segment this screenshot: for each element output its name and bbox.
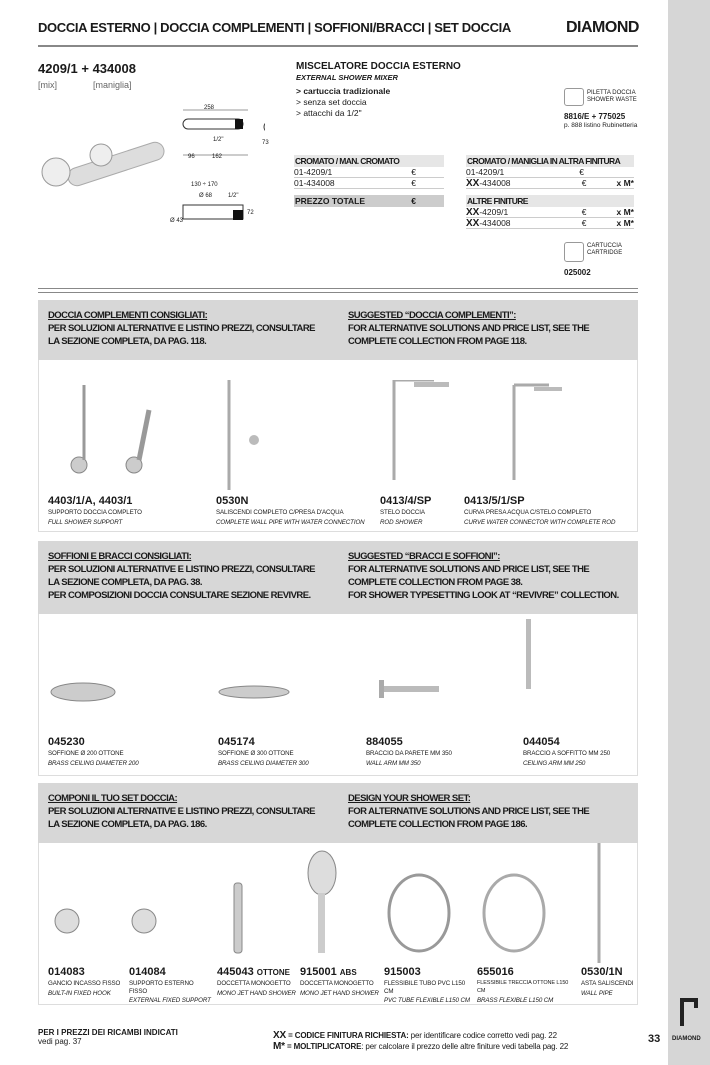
product-item[interactable] <box>218 736 358 767</box>
divider <box>38 292 638 293</box>
item-code: 014083 <box>48 966 85 978</box>
divider <box>38 288 638 289</box>
total-row <box>294 195 444 207</box>
item-code: 0530/1N <box>581 966 623 978</box>
code: -4209/1 <box>479 206 509 217</box>
table-header: ALTRE FINITURE <box>466 195 634 207</box>
faucet-logo-icon <box>676 996 704 1028</box>
dim: Ø 43 <box>170 218 184 224</box>
dim: 1/2" <box>228 193 239 199</box>
price[interactable]: € <box>581 178 587 188</box>
item-desc-en: EXTERNAL FIXED SUPPORT <box>129 997 211 1004</box>
product-item[interactable] <box>477 966 576 1005</box>
dim: 73 <box>262 140 269 146</box>
product-item[interactable] <box>380 495 460 526</box>
price[interactable]: € <box>579 167 584 177</box>
product-item[interactable] <box>581 966 639 997</box>
product-name: MISCELATORE DOCCIA ESTERNO <box>296 61 461 72</box>
text: FOR ALTERNATIVE SOLUTIONS AND PRICE LIST, SEE THE <box>348 564 590 575</box>
section-soffioni-items <box>38 614 638 776</box>
item-desc: SUPPORTO ESTERNO FISSO <box>129 980 194 995</box>
text: LA SEZIONE COMPLETA, DA PAG. 38. <box>48 577 202 588</box>
text: LA SEZIONE COMPLETA, DA PAG. 118. <box>48 336 207 347</box>
total-label: PREZZO TOTALE <box>295 196 366 206</box>
section-title-it: SOFFIONI E BRACCI CONSIGLIATI: <box>48 551 192 562</box>
price-table-other-handle <box>466 155 634 229</box>
item-code: 045230 <box>48 736 85 748</box>
item-desc-en: BRASS FLEXIBLE L150 CM <box>477 997 554 1004</box>
item-desc: FLESSIBILE TRECCIA OTTONE L150 CM <box>477 980 569 994</box>
finish-code: XX <box>466 177 480 189</box>
code: 01-4209/1 <box>294 167 333 177</box>
text: FOR ALTERNATIVE SOLUTIONS AND PRICE LIST, SEE THE <box>348 323 590 334</box>
mix-label: [mix] <box>38 80 57 90</box>
section-title-en: DESIGN YOUR SHOWER SET: <box>348 793 471 804</box>
product-images <box>59 380 639 490</box>
item-desc: SOFFIONE Ø 200 OTTONE <box>48 750 124 757</box>
item-desc: BRACCIO A SOFFITTO MM 250 <box>523 750 611 757</box>
multiplier: x M* <box>616 207 634 217</box>
item-desc: STELO DOCCIA <box>380 509 425 516</box>
brand-name: DIAMOND <box>566 19 639 36</box>
item-desc-en: ROD SHOWER <box>380 518 423 526</box>
text: PER COMPOSIZIONI DOCCIA CONSULTARE SEZIONE REVIVRE. <box>48 590 311 601</box>
item-desc-en: BRASS CEILING DIAMETER 200 <box>48 759 139 767</box>
item-desc: SOFFIONE Ø 300 OTTONE <box>218 750 294 757</box>
product-item[interactable] <box>216 495 376 526</box>
product-item[interactable] <box>48 736 208 767</box>
waste-ref: p. 888 listino Rubinetteria <box>564 122 638 129</box>
feature: > cartuccia tradizionale <box>296 86 391 96</box>
code: -434008 <box>479 177 511 188</box>
section-title-en: SUGGESTED “DOCCIA COMPLEMENTI”: <box>348 310 516 321</box>
cartridge-label-it: CARTUCCIA <box>587 243 622 249</box>
xx-label: = CODICE FINITURA RICHIESTA: <box>286 1031 409 1040</box>
product-item[interactable] <box>129 966 213 1005</box>
feature: > attacchi da 1/2" <box>296 108 362 118</box>
product-item[interactable] <box>300 966 380 997</box>
item-code: 0413/4/SP <box>380 495 432 507</box>
item-code: 0413/5/1/SP <box>464 495 525 507</box>
section-set-header <box>38 783 638 843</box>
page-title: DOCCIA ESTERNO | DOCCIA COMPLEMENTI | SOFFIONI/BRACCI | SET DOCCIA <box>38 20 511 35</box>
product-item[interactable] <box>523 736 635 767</box>
cartridge-label <box>587 243 622 257</box>
footer-spares <box>38 1028 178 1046</box>
item-code: 884055 <box>366 736 403 748</box>
table-header: CROMATO / MANIGLIA IN ALTRA FINITURA <box>466 155 634 167</box>
item-desc-en: COMPLETE WALL PIPE WITH WATER CONNECTION <box>216 518 365 526</box>
cartridge-icon <box>564 242 584 262</box>
finish-code: XX <box>466 206 480 218</box>
section-soffioni-header <box>38 541 638 614</box>
item-desc-en: CEILING ARM MM 250 <box>523 759 586 767</box>
product-item[interactable] <box>366 736 516 767</box>
table-row <box>466 207 634 218</box>
item-code: 915003 <box>384 966 421 978</box>
product-images <box>39 614 639 734</box>
item-desc-en: BRASS CEILING DIAMETER 300 <box>218 759 309 767</box>
section-set-items <box>38 843 638 1005</box>
xx-text: per identificare codice corretto vedi pag. 22 <box>408 1031 557 1040</box>
item-code: 044054 <box>523 736 560 748</box>
footer-brand: DIAMOND <box>672 1036 701 1042</box>
product-item[interactable] <box>48 495 208 526</box>
item-desc-en: WALL PIPE <box>581 989 613 997</box>
dim: 258 <box>204 105 215 111</box>
text: FOR ALTERNATIVE SOLUTIONS AND PRICE LIST, SEE THE <box>348 806 590 817</box>
item-code: 655016 <box>477 966 514 978</box>
item-code: 014084 <box>129 966 166 978</box>
item-code: 915001 <box>300 966 337 978</box>
text: FOR SHOWER TYPESETTING LOOK AT “REVIVRE” COLLECTION. <box>348 590 619 601</box>
cartridge-label-en: CARTRIDGE <box>587 250 623 256</box>
dim: 130 ÷ 170 <box>191 182 218 188</box>
item-desc: SALISCENDI COMPLETO C/PRESA D'ACQUA <box>216 509 344 516</box>
price[interactable]: € <box>581 207 587 217</box>
item-desc: FLESSIBILE TUBO PVC L150 CM <box>384 980 466 995</box>
code: 01-4209/1 <box>466 167 505 177</box>
price[interactable]: € <box>581 218 587 228</box>
text: PER SOLUZIONI ALTERNATIVE E LISTINO PREZZI, CONSULTARE <box>48 323 315 334</box>
item-desc-en: BUILT-IN FIXED HOOK <box>48 989 111 997</box>
finish-code: XX <box>466 217 480 229</box>
feature-list <box>296 86 390 119</box>
item-desc-en: FULL SHOWER SUPPORT <box>48 518 123 526</box>
feature: > senza set doccia <box>296 97 367 107</box>
product-item[interactable] <box>48 966 125 997</box>
section-complementi-items <box>38 360 638 532</box>
item-desc: SUPPORTO DOCCIA COMPLETO <box>48 509 142 516</box>
shower-waste-icon <box>564 88 584 106</box>
section-title-en: SUGGESTED “BRACCI E SOFFIONI”: <box>348 551 500 562</box>
item-code: 045174 <box>218 736 255 748</box>
footer-legend <box>273 1030 568 1052</box>
item-desc: BRACCIO DA PARETE MM 350 <box>366 750 452 757</box>
section-complementi-header <box>38 300 638 360</box>
table-row <box>466 178 634 189</box>
side-band <box>668 0 710 1065</box>
product-item[interactable] <box>464 495 636 526</box>
item-desc: CURVA PRESA ACQUA C/STELO COMPLETO <box>464 509 592 516</box>
footer-spares-title: PER I PREZZI DEI RICAMBI INDICATI <box>38 1028 178 1037</box>
item-code: 445043 <box>217 966 254 978</box>
item-desc: DOCCETTA MONOGETTO <box>300 980 374 987</box>
code: -434008 <box>479 217 511 228</box>
total-price[interactable]: € <box>411 196 416 206</box>
product-code: 4209/1 + 434008 <box>38 61 136 76</box>
text: LA SEZIONE COMPLETA, DA PAG. 186. <box>48 819 207 830</box>
m-text: : per calcolare il prezzo delle altre finiture vedi tabella pag. 22 <box>361 1042 569 1051</box>
product-item[interactable] <box>384 966 472 1005</box>
footer-spares-page: vedi pag. 37 <box>38 1037 82 1046</box>
dim: 72 <box>247 210 254 216</box>
waste-label-en: SHOWER WASTE <box>587 97 637 103</box>
item-desc-en: CURVE WATER CONNECTOR WITH COMPLETE ROD <box>464 518 616 526</box>
table-row <box>466 218 634 229</box>
text: PER SOLUZIONI ALTERNATIVE E LISTINO PREZZI, CONSULTARE <box>48 806 315 817</box>
m-symbol: M* <box>273 1041 285 1052</box>
text: COMPLETE COLLECTION FROM PAGE 118. <box>348 336 527 347</box>
dim: 96 <box>188 154 195 160</box>
text: COMPLETE COLLECTION FROM PAGE 38. <box>348 577 523 588</box>
price[interactable]: € <box>411 167 416 177</box>
product-item[interactable] <box>217 966 296 997</box>
item-desc: ASTA SALISCENDI <box>581 980 634 987</box>
text: PER SOLUZIONI ALTERNATIVE E LISTINO PREZZI, CONSULTARE <box>48 564 315 575</box>
dim: 162 <box>212 154 223 160</box>
item-desc-en: PVC TUBE FLEXIBLE L150 CM <box>384 997 470 1004</box>
waste-label-it: PILETTA DOCCIA <box>587 90 636 96</box>
page-number: 33 <box>648 1033 661 1045</box>
item-desc-en: MONO JET HAND SHOWER <box>217 989 296 997</box>
m-label: = MOLTIPLICATORE <box>284 1042 362 1051</box>
mixer-image <box>36 130 171 200</box>
section-title-it: COMPONI IL TUO SET DOCCIA: <box>48 793 178 804</box>
cartridge-code: 025002 <box>564 268 591 277</box>
xx-symbol: XX <box>273 1030 287 1041</box>
divider <box>38 45 638 47</box>
product-name-en: EXTERNAL SHOWER MIXER <box>296 73 398 82</box>
text: COMPLETE COLLECTION FROM PAGE 186. <box>348 819 528 830</box>
item-code: 0530N <box>216 495 249 507</box>
table-row <box>294 178 444 189</box>
item-desc-en: WALL ARM MM 350 <box>366 759 421 767</box>
table-row <box>294 167 444 178</box>
price-table-chrome <box>294 155 444 207</box>
maniglia-label: [maniglia] <box>93 80 132 90</box>
multiplier: x M* <box>616 178 634 188</box>
item-code: 4403/1/A, 4403/1 <box>48 495 133 507</box>
section-title-it: DOCCIA COMPLEMENTI CONSIGLIATI: <box>48 310 208 321</box>
table-header: CROMATO / MAN. CROMATO <box>294 155 444 167</box>
item-material: ABS <box>339 968 357 977</box>
waste-code: 8816/E + 775025 <box>564 112 626 121</box>
waste-label <box>587 90 637 104</box>
item-desc-en: MONO JET HAND SHOWER <box>300 989 379 997</box>
item-material: OTTONE <box>256 968 290 977</box>
multiplier: x M* <box>616 218 634 228</box>
dim: 1/2" <box>213 137 224 143</box>
dim: Ø 68 <box>199 193 213 199</box>
product-images <box>39 843 639 965</box>
item-desc: DOCCETTA MONOGETTO <box>217 980 291 987</box>
code: 01-434008 <box>294 178 335 188</box>
item-desc: GANCIO INCASSO FISSO <box>48 980 121 987</box>
price[interactable]: € <box>411 178 416 188</box>
table-row <box>466 167 634 178</box>
